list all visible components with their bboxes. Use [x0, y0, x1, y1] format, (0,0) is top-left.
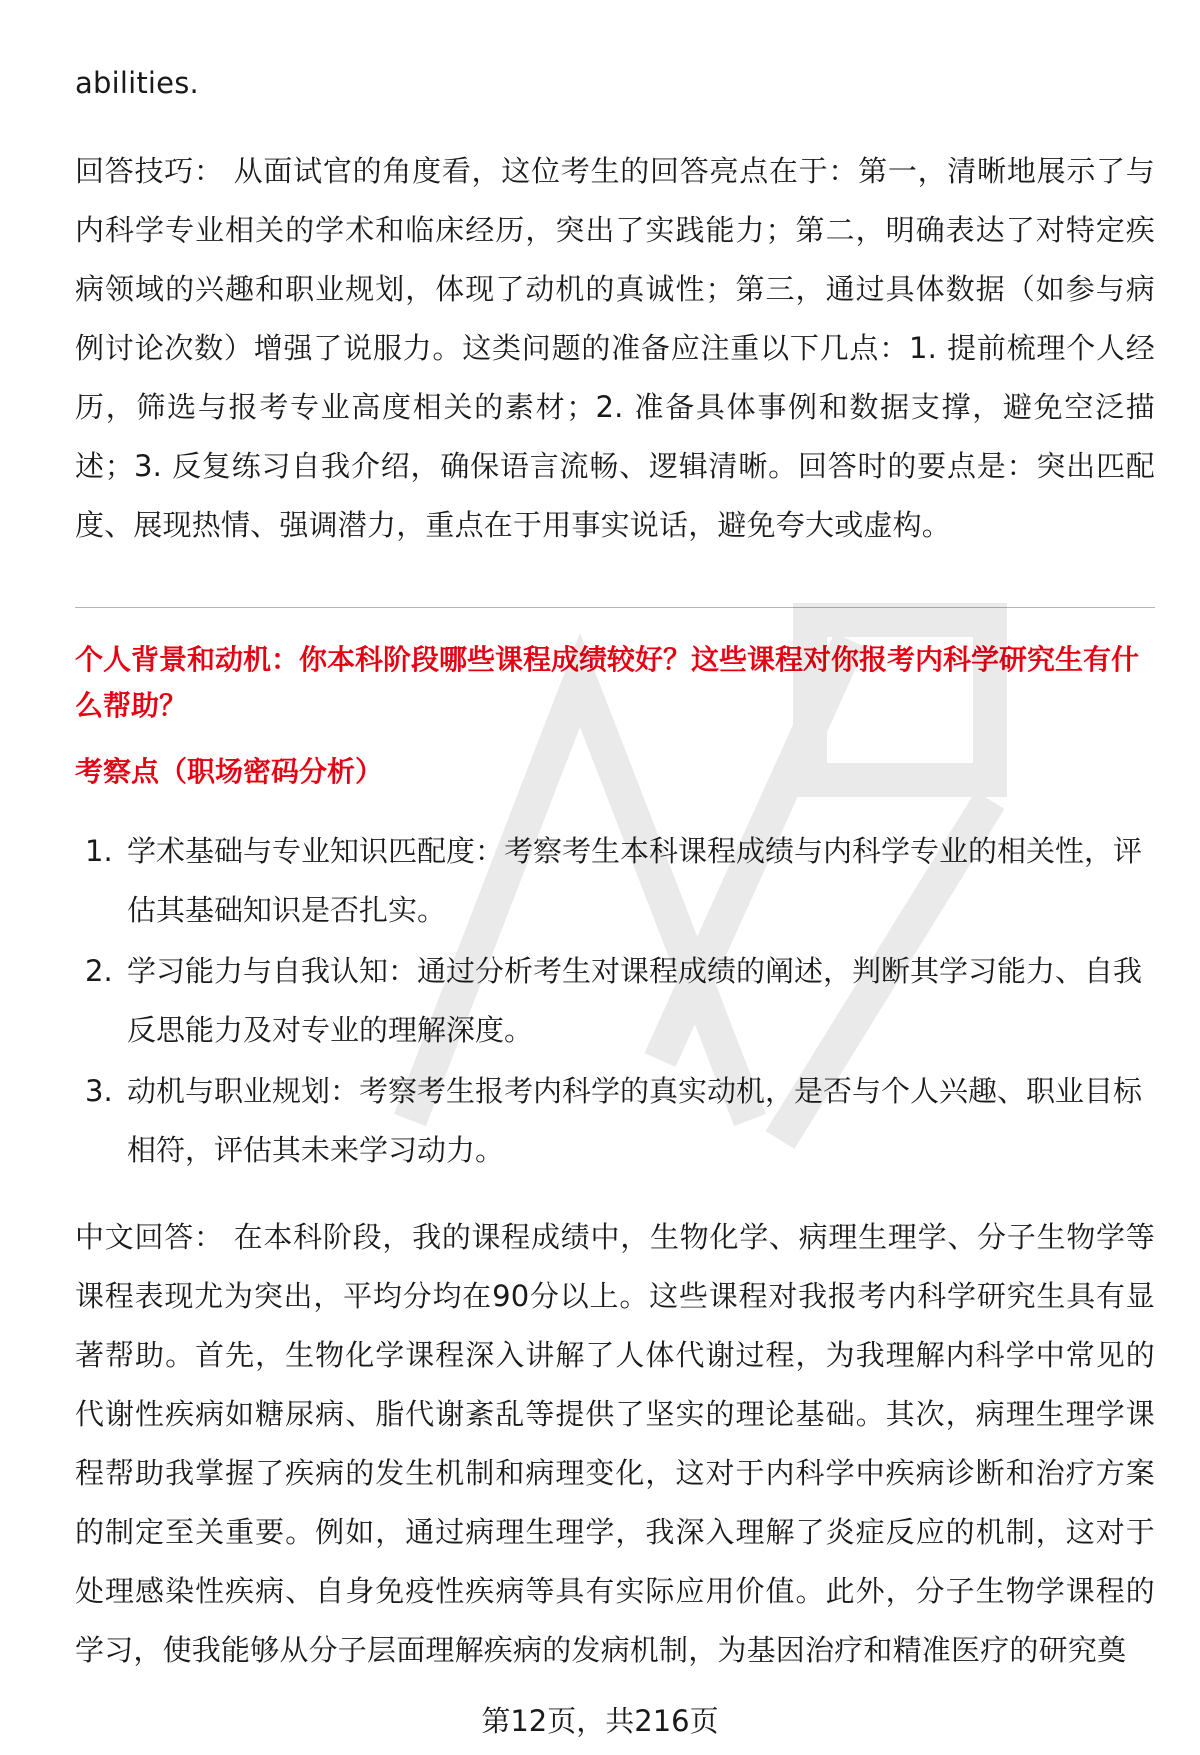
question-heading: 个人背景和动机：你本科阶段哪些课程成绩较好？这些课程对你报考内科学研究生有什么帮助？	[75, 643, 1140, 722]
exam-points-list	[75, 822, 1155, 1182]
document-page	[75, 0, 1155, 1755]
exam-point-item	[75, 942, 1155, 1060]
previous-answer-tail: abilities.	[75, 66, 199, 100]
exam-points-heading: 考察点（职场密码分析）	[75, 755, 384, 788]
exam-point-text: 学习能力与自我认知：通过分析考生对课程成绩的阐述，判断其学习能力、自我反思能力及对专业的理解深度。	[127, 954, 1143, 1047]
page-number-footer: 第12页，共216页	[481, 1704, 719, 1738]
exam-point-number: 1.	[85, 834, 113, 868]
exam-point-number: 3.	[85, 1074, 113, 1108]
section-divider	[75, 607, 1155, 608]
exam-point-text: 学术基础与专业知识匹配度：考察考生本科课程成绩与内科学专业的相关性，评估其基础知识是否扎实。	[127, 834, 1143, 927]
exam-point-text: 动机与职业规划：考察考生报考内科学的真实动机，是否与个人兴趣、职业目标相符，评估其未来学习动力。	[127, 1074, 1143, 1167]
exam-point-item	[75, 822, 1155, 940]
exam-point-item	[75, 1062, 1155, 1180]
exam-point-number: 2.	[85, 954, 113, 988]
answer-tips-paragraph: 回答技巧： 从面试官的角度看，这位考生的回答亮点在于：第一，清晰地展示了与内科学专业相关的学术和临床经历，突出了实践能力；第二，明确表达了对特定疾病领域的兴趣和职业规划，体现了动机的真诚性；第三，通过具体数据（如参与病例讨论次数）增强了说服力。这类问题的准备应注重以下几点：1. 提前梳理个人经历，筛选与报考专业高度相关的素材；2. 准备具体事例和数据支撑，避免空泛描述；3. 反复练习自我介绍，确保语言流畅、逻辑清晰。回答时的要点是：突出匹配度、展现热情、强调潜力，重点在于用事实说话，避免夸大或虚构。	[75, 154, 1155, 542]
chinese-answer-paragraph: 中文回答： 在本科阶段，我的课程成绩中，生物化学、病理生理学、分子生物学等课程表现尤为突出，平均分均在90分以上。这些课程对我报考内科学研究生具有显著帮助。首先，生物化学课程深入讲解了人体代谢过程，为我理解内科学中常见的代谢性疾病如糖尿病、脂代谢紊乱等提供了坚实的理论基础。其次，病理生理学课程帮助我掌握了疾病的发生机制和病理变化，这对于内科学中疾病诊断和治疗方案的制定至关重要。例如，通过病理生理学，我深入理解了炎症反应的机制，这对于处理感染性疾病、自身免疫性疾病等具有实际应用价值。此外，分子生物学课程的学习，使我能够从分子层面理解疾病的发病机制，为基因治疗和精准医疗的研究奠	[75, 1220, 1155, 1667]
